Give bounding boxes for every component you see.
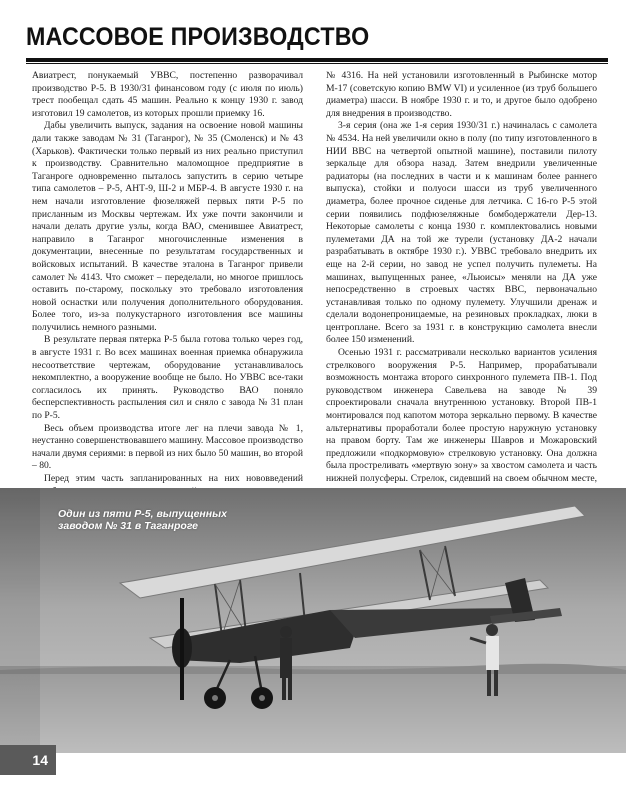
- title-rule: [26, 58, 608, 62]
- right-text-column: [326, 70, 597, 482]
- paragraph: № 4316. На ней установили изготовленный в Рыбинске мотор М-17 (советскую копию BMW VI) и усиленное (из труб большего диаметра) шасси. В ноябре 1930 г. и то, и другое было одобрено для внедрения в производство.: [326, 70, 597, 119]
- paragraph: В результате первая пятерка Р-5 была готова только через год, в августе 1931 г. Во всех машинах военная приемка обнаружила несоответствие чертежам, оборудование устанавливалось некомплектно, а вооружение вообще не было. Но УВВС все-таки согласилось их принять. Руководство ВАО поняло бесперспективность распыления сил и сняло с завода № 31 план по Р-5.: [32, 334, 303, 422]
- left-text-column: [32, 70, 303, 482]
- photo-caption: Один из пяти Р-5, выпущенных заводом № 31 в Таганроге: [58, 508, 227, 532]
- page-title: МАССОВОЕ ПРОИЗВОДСТВО: [26, 23, 370, 51]
- title-rule-thin: [26, 63, 608, 64]
- page-header: [26, 22, 608, 62]
- paragraph: Осенью 1931 г. рассматривали несколько вариантов усиления стрелкового вооружения Р-5. Например, прорабатывали возможность монтажа второго синхронного пулемета ПВ-1. Под руководством инженера Савельева на заводе № 39 спроектировали сначала внутреннюю установку. Второй ПВ-1 монтировался под капотом мотора зеркально первому. В качестве альтернативы проработали более простую наружную установку на правом борту. Там же инженеры Шавров и Можаровский предложили «подкормовую» стрелковую установку. Она должна была простреливать «мертвую зону» за хвостом самолета и часть нижней полусферы. Стрелок, сидевший на своем обычном месте,: [326, 347, 597, 484]
- paragraph: Дабы увеличить выпуск, задания на освоение новой машины дали также заводам № 31 (Таганрог), № 35 (Смоленск) и № 43 (Харьков). Фактически только первый из них реально приступил к производству. Сравнительно маломощное предприятие в Таганроге одновременно пыталось запустить в серию четыре типа самолетов – Р-5, АНТ-9, Ш-2 и МБР-4. В августе 1930 г. на нем начали изготовление фюзеляжей первых пяти Р-5 по присланным из Москвы чертежам. Их уже почти закончили и начали делать другие узлы, когда ВАО, сменившее Авиатрест, направило в Таганрог многочисленные изменения в документации, внесенные по результатам государственных и войсковых испытаний. В качестве эталона в Таганрог привели самолет № 4143. Что сможет – переделали, но многое пришлось оставить по-старому, поскольку это требовало изготовления новой оснастки или получения дополнительного оборудования. Более того, из-за полукустарного изготовления все машины получились немного разными.: [32, 120, 303, 333]
- paragraph: Весь объем производства итоге лег на плечи завода № 1, неустанно совершенствовавшего машину. Массовое производство начали двумя сериями: в первой из них было 50 машин, во второй – 80.: [32, 422, 303, 472]
- paragraph: Перед этим часть запланированных на них нововведений: [44, 473, 303, 484]
- paragraph: Авиатрест, понукаемый УВВС, постепенно разворачивал производство Р-5. В 1930/31 финансовом году (с июля по июль) трест пообещал сдать 45 машин. Реально к концу 1930 г. завод изготовил 19 самолетов, из которых прошли приемку 16.: [32, 70, 303, 119]
- page-number: [0, 745, 56, 775]
- paragraph: 3-я серия (она же 1-я серия 1930/31 г.) начиналась с самолета № 4534. На ней увеличили окно в полу (по типу изготовленного в НИИ ВВС на четвертой опытной машине), поставили пилоту зеркальце для обзора назад. Затем внедрили увеличенные радиаторы (на последних в части и к машинам более раннего выпуска), стойки и полуоси шасси из труб увеличенного диаметра, более прочное сиденье для летчика. С 16-го Р-5 этой серии появились подфюзеляжные бомбодержатели Дер-13. Некоторые самолеты с конца 1930 г. комплектовались новыми пулеметами ДА на той же турели (установку ДА-2 начали разрабатывать в октябре 1930 г.). УВВС требовало внедрить их еще на 2-й серии, но завод не успел получить пулеметы. На машинах, выпущенных ранее, «Льюисы» меняли на ДА уже непосредственно в строевых частях ВВС, первоначально устанавливая только по одному пулемету. Улучшили дренаж и сделали водонепроницаемые, на резиновых прокладках, люки в центроплане. Всего за 1931 г. в конструкцию самолета внесли более 150 изменений.: [326, 120, 597, 346]
- page-number-text: 14: [32, 752, 48, 768]
